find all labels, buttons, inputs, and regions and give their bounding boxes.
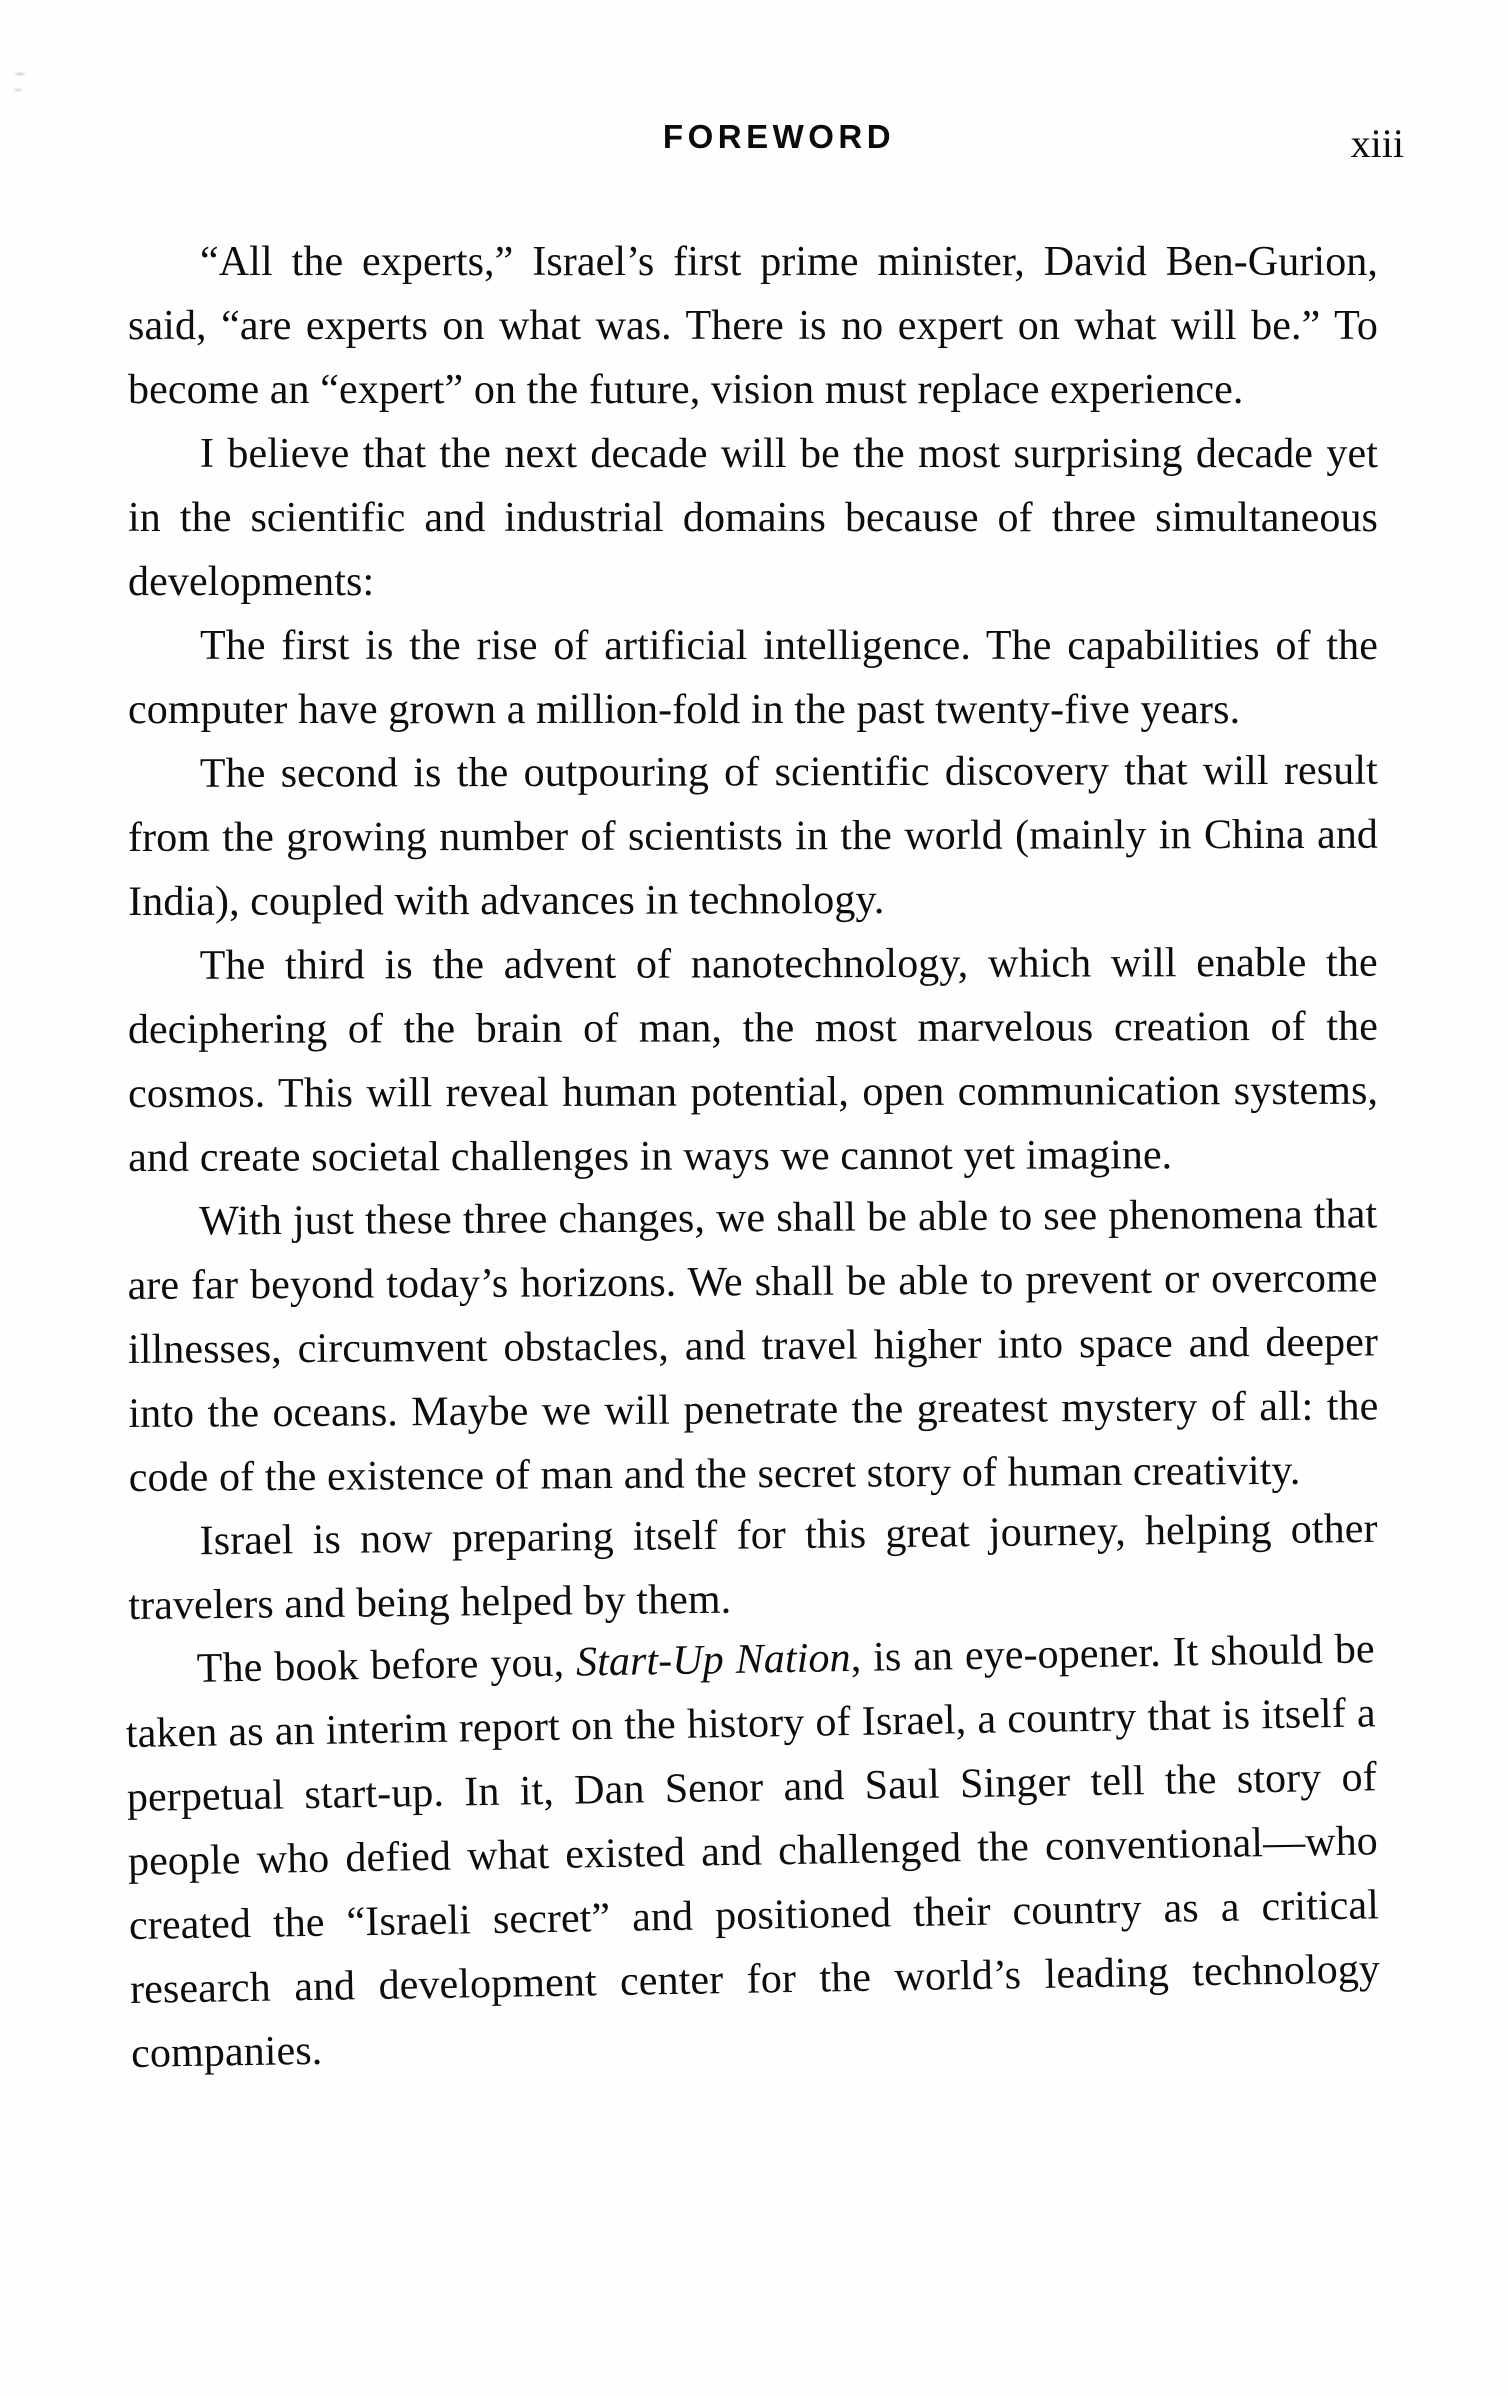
paragraph-4: The second is the outpouring of scientific discovery that will result from the growing number of scientists in the world (mainly in China and India), coupled with advances in technology. [127, 747, 1379, 925]
page-header [128, 118, 1404, 166]
page-number: xiii [1350, 121, 1404, 166]
scan-artifact [8, 68, 34, 98]
paragraph-3: The first is the rise of artificial intelligence. The capabilities of the computer have grown a million-fold in the past twenty-five years. [128, 623, 1378, 733]
paragraph-8 [124, 1617, 1381, 2086]
paragraph-8-post: , is an eye-opener. It should be taken as an interim report on the history of Israel, a country that is itself a perpetual start-up. In it, Dan Senor and Saul Singer tell the story of people who defied what existed and challenged the conventional—who created the “Israeli secret” and positioned their country as a critical research and development center for the world’s leading technology companies. [125, 1626, 1381, 2077]
paragraph-8-pre: The book before you, [196, 1639, 577, 1692]
page-title: FOREWORD [662, 118, 896, 155]
foreword-body [125, 230, 1381, 2086]
paragraph-5: The third is the advent of nanotechnology, which will enable the deciphering of the brain of man, the most marvelous creation of the cosmos. This will reveal human potential, open communication systems, and create societal challenges in ways we cannot yet imagine. [127, 939, 1379, 1181]
paragraph-2: I believe that the next decade will be the most surprising decade yet in the scientific and industrial domains because of three simultaneous developments: [128, 431, 1378, 605]
paragraph-1: “All the experts,” Israel’s first prime minister, David Ben-Gurion, said, “are experts on what was. There is no expert on what will be.” To become an “expert” on the future, vision must replace experience. [128, 239, 1378, 413]
book-title-italic: Start-Up Nation [575, 1634, 852, 1686]
paragraph-6: With just these three changes, we shall be able to see phenomena that are far beyond today’s horizons. We shall be able to prevent or overcome illnesses, circumvent obstacles, and travel higher into space and deeper into the oceans. Maybe we will penetrate the greatest mystery of all: the code of the existence of man and the secret story of human creativity. [127, 1191, 1379, 1501]
paragraph-7: Israel is now preparing itself for this great journey, helping other travelers and being helped by them. [128, 1505, 1378, 1629]
